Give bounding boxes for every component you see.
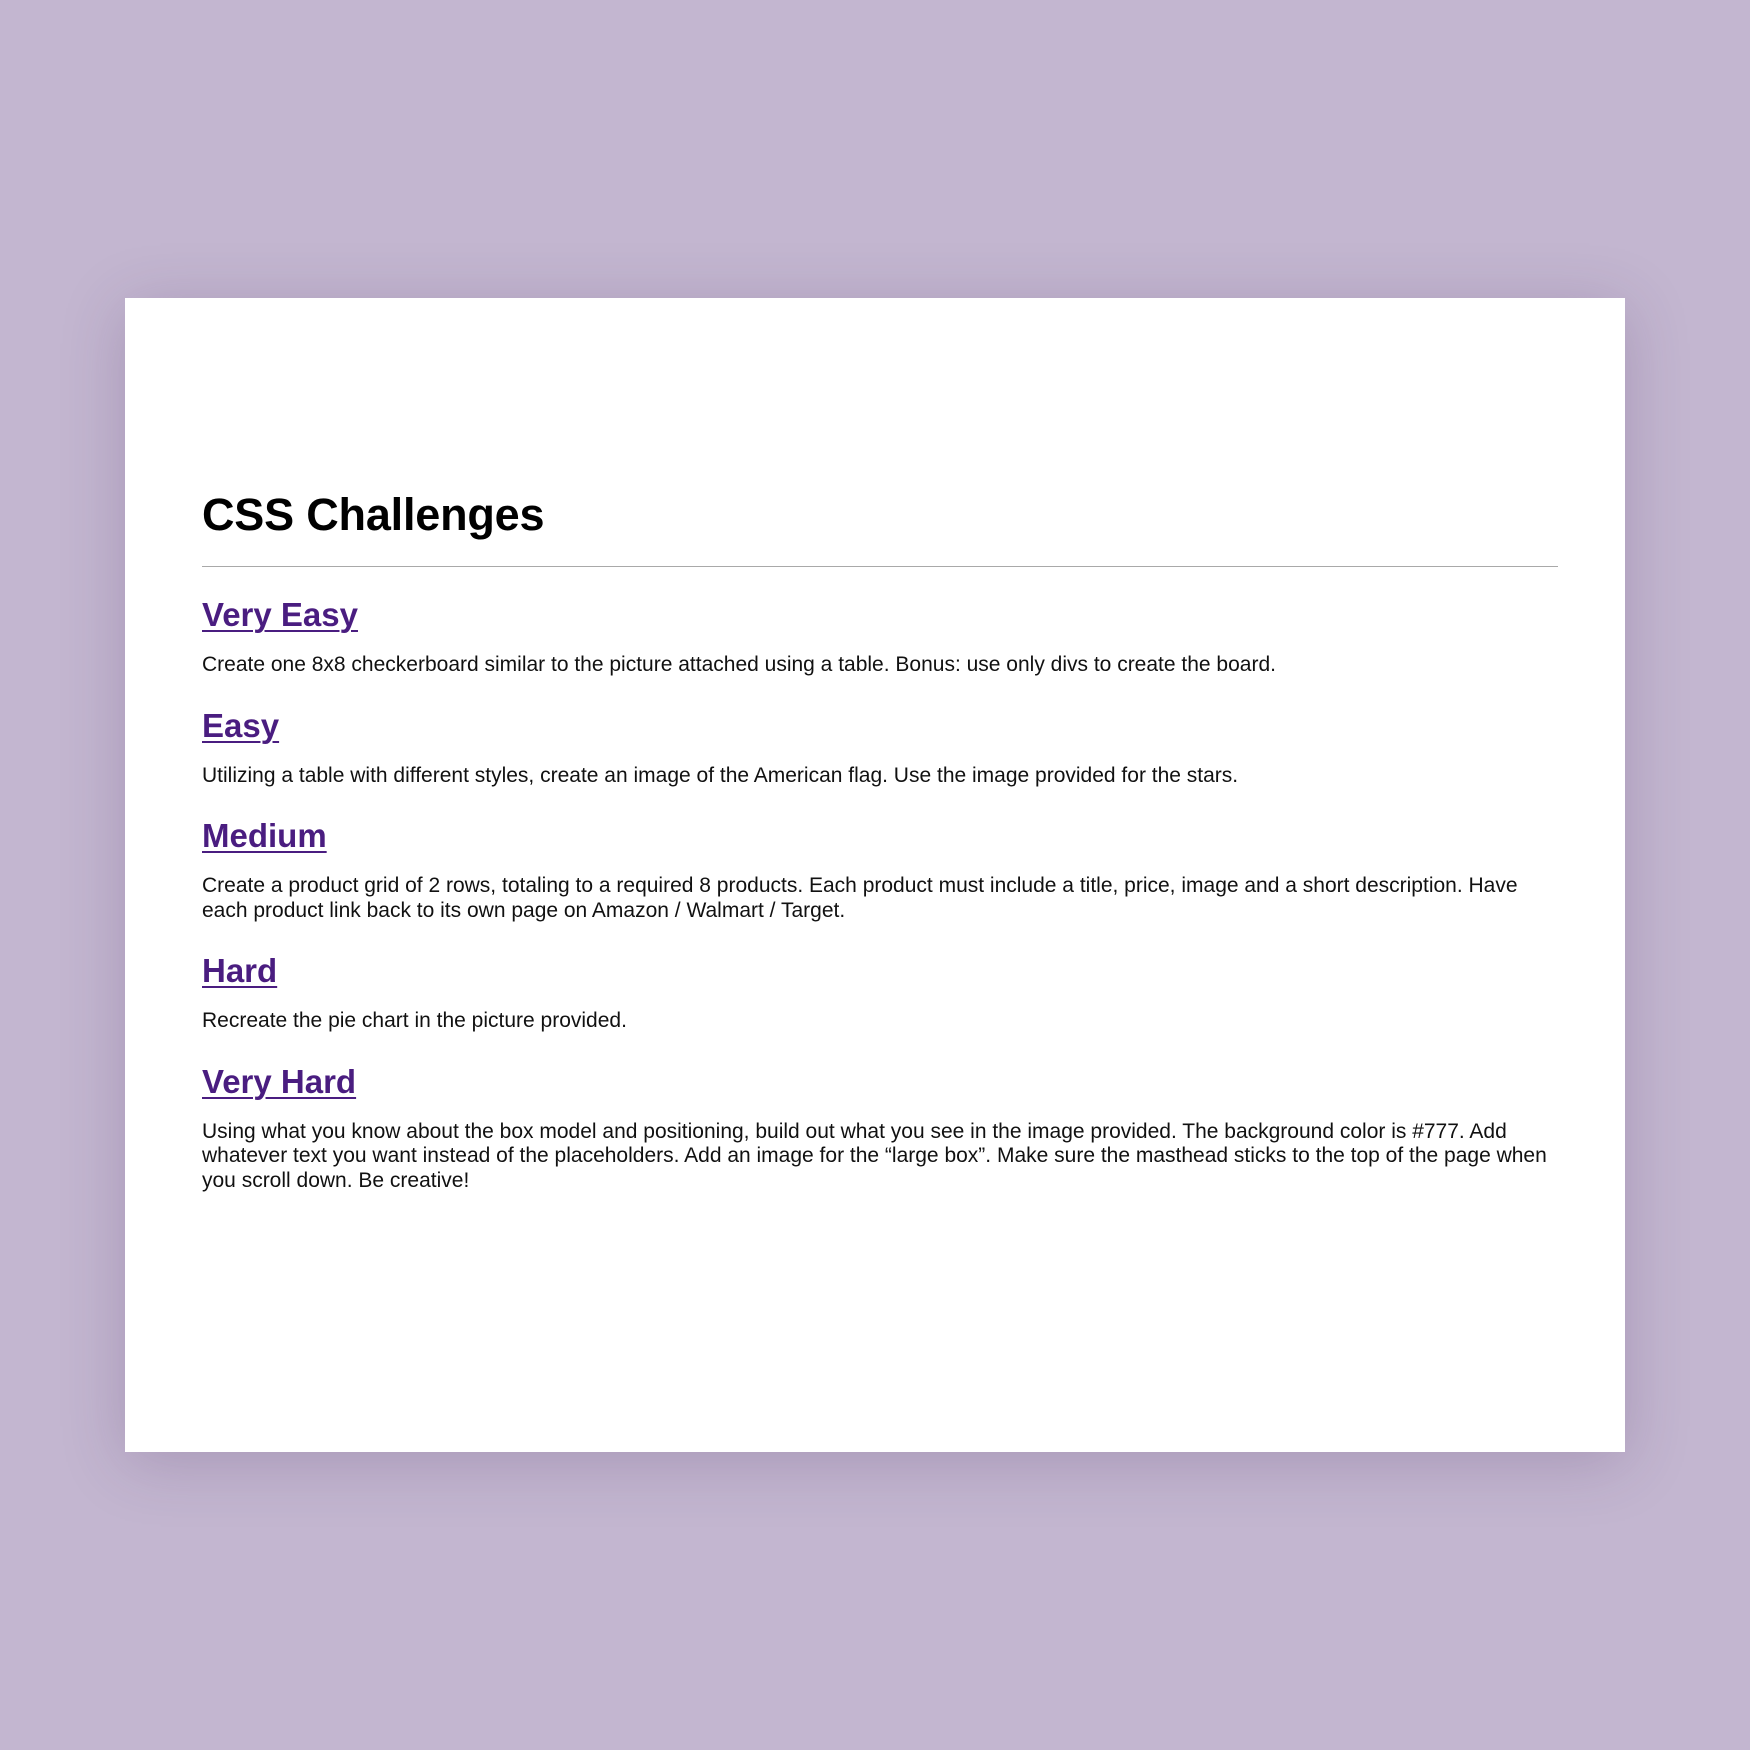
challenge-heading xyxy=(202,706,1558,746)
challenge-link-very-hard[interactable]: Very Hard xyxy=(202,1062,357,1100)
challenge-description: Recreate the pie chart in the picture provided. xyxy=(202,1009,627,1032)
page-card xyxy=(125,298,1625,1452)
challenge-description: Create a product grid of 2 rows, totaling to a required 8 products. Each product must include a title, price, image and a short description. Have each product link back to its own page on Amazon / Walmart / Target. xyxy=(202,874,1518,922)
challenge-link-hard[interactable]: Hard xyxy=(202,952,278,989)
challenge-heading xyxy=(202,595,1558,635)
challenge-link-easy[interactable]: Easy xyxy=(202,706,280,744)
challenge-description: Create one 8x8 checkerboard similar to the picture attached using a table. Bonus: use only divs to create the board. xyxy=(202,653,1276,676)
title-divider xyxy=(202,566,1558,567)
challenge-medium xyxy=(202,816,1558,923)
challenge-heading xyxy=(202,1062,1558,1102)
challenge-easy xyxy=(202,706,1558,789)
page-content xyxy=(202,488,1558,1221)
challenge-hard xyxy=(202,951,1558,1034)
challenge-link-very-easy[interactable]: Very Easy xyxy=(202,596,358,633)
page-title: CSS Challenges xyxy=(202,489,545,540)
challenge-description: Utilizing a table with different styles, create an image of the American flag. Use the image provided for the stars. xyxy=(202,763,1239,787)
challenge-heading xyxy=(202,816,1558,856)
challenge-very-easy xyxy=(202,595,1558,678)
challenge-link-medium[interactable]: Medium xyxy=(202,817,327,854)
challenge-heading xyxy=(202,951,1558,991)
challenge-very-hard xyxy=(202,1062,1558,1194)
challenge-description: Using what you know about the box model and positioning, build out what you see in the image provided. The background color is #777. Add whatever text you want instead of the placeholders. Add an image for the “large box”. Make sure the masthead sticks to the top of the page when you scroll down. Be creative! xyxy=(202,1119,1547,1192)
